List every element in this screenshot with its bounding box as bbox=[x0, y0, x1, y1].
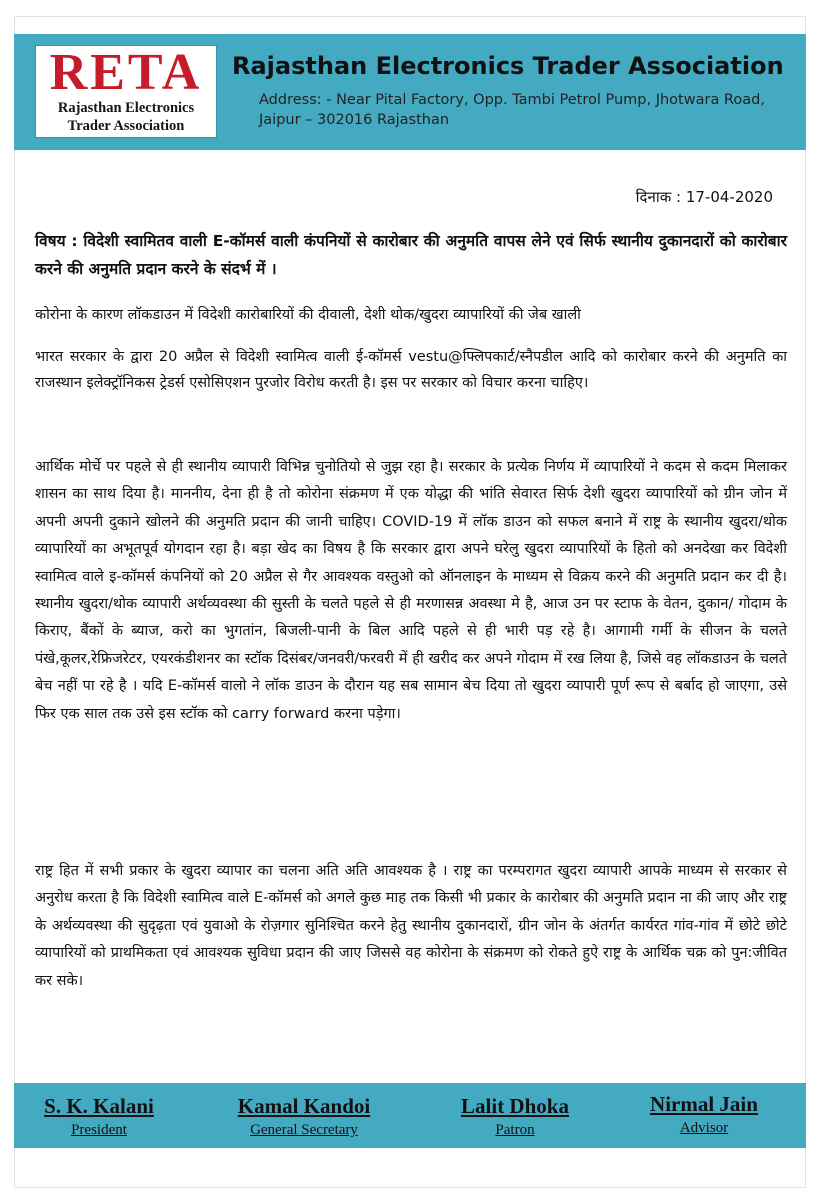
letter-subject: विषय : विदेशी स्वामितव वाली E-कॉमर्स वाली कंपनियों से कारोबार की अनुमति वापस लेने एवं सिर्फ स्थानीय दुकानदारों को कारोबार करने की अनुमति प्रदान करने के संदर्भ में । bbox=[35, 232, 787, 278]
paragraph-1: कोरोना के कारण लॉकडाउन में विदेशी कारोबारियों की दीवाली, देशी थोक/खुदरा व्यापारियों की जेब खाली bbox=[35, 307, 581, 323]
logo-subtitle-line2: Trader Association bbox=[67, 118, 185, 134]
reta-logo bbox=[35, 45, 217, 138]
signatory-advisor bbox=[624, 1091, 784, 1139]
paragraph-2: भारत सरकार के द्वारा 20 अप्रैल से विदेशी स्वामित्व वाली ई-कॉमर्स vestu@फ्लिपकार्ट/स्नैपडील आदि को कारोबार करने की अनुमति का राजस्थान इलेक्ट्रॉनिकस ट्रेडर्स एसोसिएशन पुरजोर विरोध करती है। इस पर सरकार को विचार करना चाहिए। bbox=[35, 349, 787, 391]
signatory-bar bbox=[14, 1083, 806, 1148]
signatory-role: General Secretary bbox=[250, 1122, 358, 1138]
logo-subtitle-line1: Rajasthan Electronics bbox=[57, 100, 195, 116]
logo-text: RETA bbox=[49, 44, 203, 101]
signatory-president bbox=[24, 1093, 174, 1141]
signatory-general-secretary bbox=[214, 1093, 394, 1141]
signatory-role: Patron bbox=[495, 1122, 535, 1138]
signatory-name: Nirmal Jain bbox=[650, 1092, 758, 1116]
signatory-name: Kamal Kandoi bbox=[237, 1094, 371, 1118]
letter-date: दिनाक : 17-04-2020 bbox=[635, 188, 773, 206]
signatory-name: S. K. Kalani bbox=[44, 1094, 154, 1118]
signatory-name: Lalit Dhoka bbox=[461, 1094, 569, 1118]
letterhead bbox=[14, 34, 806, 150]
signatory-role: President bbox=[71, 1122, 127, 1138]
paragraph-3: आर्थिक मोर्चे पर पहले से ही स्थानीय व्यापारी विभिन्न चुनोतियो से जुझ रहा है। सरकार के प्रत्येक निर्णय में व्यापारियों ने कदम से कदम मिलाकर शासन का साथ दिया है। माननीय, देना ही है तो कोरोना संक्रमण में एक योद्धा की भांति सेवारत सिर्फ देशी खुदरा व्यापारियों को ग्रीन जोन में अपनी अपनी दुकाने खोलने की अनुमति प्रदान की जानी चाहिए। COVID-19 में लॉक डाउन को सफल बनाने में राष्ट्र के स्थानीय खुदरा/थोक व्यापारियों का अभूतपूर्व योगदान रहा है। बड़ा खेद का विषय है कि सरकार द्वारा अपने घरेलु खुदरा व्यापारियों के हितो को अनदेखा कर विदेशी स्वामित्व वाले इ-कॉमर्स कंपनियों को 20 अप्रैल से गैर आवश्यक वस्तुओ को ऑनलाइन के माध्यम से विक्रय करने की अनुमति प्रदान कर दी है। स्थानीय खुदरा/थोक व्यापारी अर्थव्यवस्था की सुस्ती के चलते पहले से ही मरणासन्न अवस्था मे है, आज उन पर स्टाफ के वेतन, दुकान/ गोदाम के किराए, बैंकों के ब्याज, करो का भुगतांन, बिजली-पानी के बिल आदि पहले से ही भारी पड़ रहे है। आगामी गर्मी के सीजन के चलते पंखे,कूलर,रेफ्रिजरेटर, एयरकंडीशनर का स्टॉक दिसंबर/जनवरी/फरवरी में ही खरीद कर अपने गोदाम में रख लिया है, जिसे वह लॉकडाउन के चलते बेच नहीं पा रहे है । यदि E-कॉमर्स वालो ने लॉक डाउन के दौरान यह सब सामान बेच दिया तो खुदरा व्यापारी पूर्ण रूप से बर्बाद हो जाएगा, उसे फिर एक साल तक उसे इस स्टॉक को carry forward करना पड़ेगा। bbox=[35, 459, 787, 722]
organization-address: Address: - Near Pital Factory, Opp. Tambi Petrol Pump, Jhotwara Road, Jaipur – 302016 Rajasthan bbox=[259, 92, 765, 128]
organization-name: Rajasthan Electronics Trader Association bbox=[232, 52, 784, 80]
signatory-patron bbox=[429, 1093, 601, 1141]
signatory-role: Advisor bbox=[679, 1120, 729, 1136]
paragraph-4: राष्ट्र हित में सभी प्रकार के खुदरा व्यापार का चलना अति अति आवश्यक है । राष्ट्र का परम्परागत खुदरा व्यापारी आपके माध्यम से सरकार से अनुरोध करता है कि विदेशी स्वामित्व वाले E-कॉमर्स को अगले कुछ माह तक किसी भी प्रकार के कारोबार की अनुमति प्रदान ना की जाए और राष्ट्र के अर्थव्यवस्था की सुदृढ़ता एवं युवाओ के रोज़गार सुनिश्चित करने हेतु स्थानीय दुकानदारों, ग्रीन जोन के अंतर्गत कार्यरत गांव-गांव में छोटे छोटे व्यापारियों को प्राथमिकता एवं आवश्यक सुविधा प्रदान की जाए जिससे वह कोरोना के संक्रमण को रोकते हुऐ राष्ट्र के आर्थिक चक्र को पुन:जीवित कर सके। bbox=[35, 863, 787, 989]
